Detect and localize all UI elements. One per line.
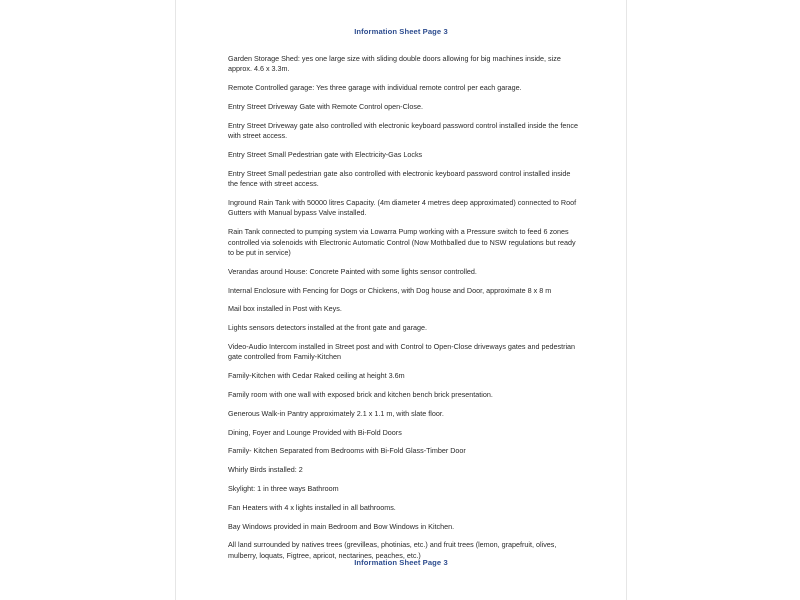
paragraph-kitchen-separation: Family- Kitchen Separated from Bedrooms with Bi-Fold Glass-Timber Door [228, 446, 466, 456]
paragraph-rain-tank: Inground Rain Tank with 50000 litres Capacity. (4m diameter 4 metres deep approximated) connected to Roof Gutters with Manual bypass Valve installed. [228, 198, 577, 218]
paragraph-bi-fold-doors: Dining, Foyer and Lounge Provided with Bi-Fold Doors [228, 427, 402, 437]
paragraph-trees: All land surrounded by natives trees (grevilleas, photinias, etc.) and fruit trees (lemon, grapefruit, olives, mulberry, loquats, Figtree, apricot, nectarines, peaches, etc.) [228, 540, 557, 560]
sheet-body [228, 54, 578, 570]
paragraph-driveway-gate-remote: Entry Street Driveway Gate with Remote Control open-Close. [228, 102, 423, 111]
paragraph-rain-tank-pump: Rain Tank connected to pumping system via Lowarra Pump working with a Pressure switch to feed 6 zones controlled via solenoids with Electronic Automatic Control (Now Mothballed due to NSW regulations but ready to be put in service) [228, 227, 576, 258]
paragraph-pedestrian-gate-locks: Entry Street Small Pedestrian gate with Electricity-Gas Locks [228, 150, 423, 159]
paragraph-fan-heaters: Fan Heaters with 4 x lights installed in all bathrooms. [228, 502, 396, 512]
paragraph-internal-enclosure: Internal Enclosure with Fencing for Dogs or Chickens, with Dog house and Door, approximate 8 x 8 m [228, 285, 552, 295]
document-sheet [176, 0, 626, 600]
sheet-footer-title: Information Sheet Page 3 [354, 558, 448, 567]
paragraph-remote-garage: Remote Controlled garage: Yes three garage with individual remote control per each garage. [228, 83, 522, 93]
paragraph-intercom: Video-Audio Intercom installed in Street post and with Control to Open-Close driveways gates and pedestrian gate controlled from Family-Kitchen [228, 342, 576, 362]
paragraph-skylight: Skylight: 1 in three ways Bathroom [228, 483, 339, 493]
paragraph-verandas: Verandas around House: Concrete Painted with some lights sensor controlled. [228, 266, 477, 276]
paragraph-light-sensors: Lights sensors detectors installed at the front gate and garage. [228, 323, 427, 333]
paragraph-family-kitchen-ceiling: Family-Kitchen with Cedar Raked ceiling at height 3.6m [228, 371, 405, 381]
paragraph-windows: Bay Windows provided in main Bedroom and Bow Windows in Kitchen. [228, 521, 455, 531]
paragraph-garden-storage-shed: Garden Storage Shed: yes one large size with sliding double doors allowing for big machines inside, size approx. 4.6 x 3.3m. [228, 54, 561, 74]
paragraph-driveway-gate-keypad: Entry Street Driveway gate also controlled with electronic keyboard password control installed inside the fence with street access. [228, 120, 578, 141]
paragraph-pantry: Generous Walk-in Pantry approximately 2.1 x 1.1 m, with slate floor. [228, 408, 444, 418]
paragraph-family-room: Family room with one wall with exposed brick and kitchen bench brick presentation. [228, 390, 493, 399]
paragraph-pedestrian-gate-keypad: Entry Street Small pedestrian gate also controlled with electronic keyboard password control installed inside the fence with street access. [228, 168, 571, 189]
paragraph-mail-box: Mail box installed in Post with Keys. [228, 304, 342, 314]
sheet-header-title: Information Sheet Page 3 [354, 27, 448, 36]
paragraph-whirly-birds: Whirly Birds installed: 2 [228, 465, 303, 475]
